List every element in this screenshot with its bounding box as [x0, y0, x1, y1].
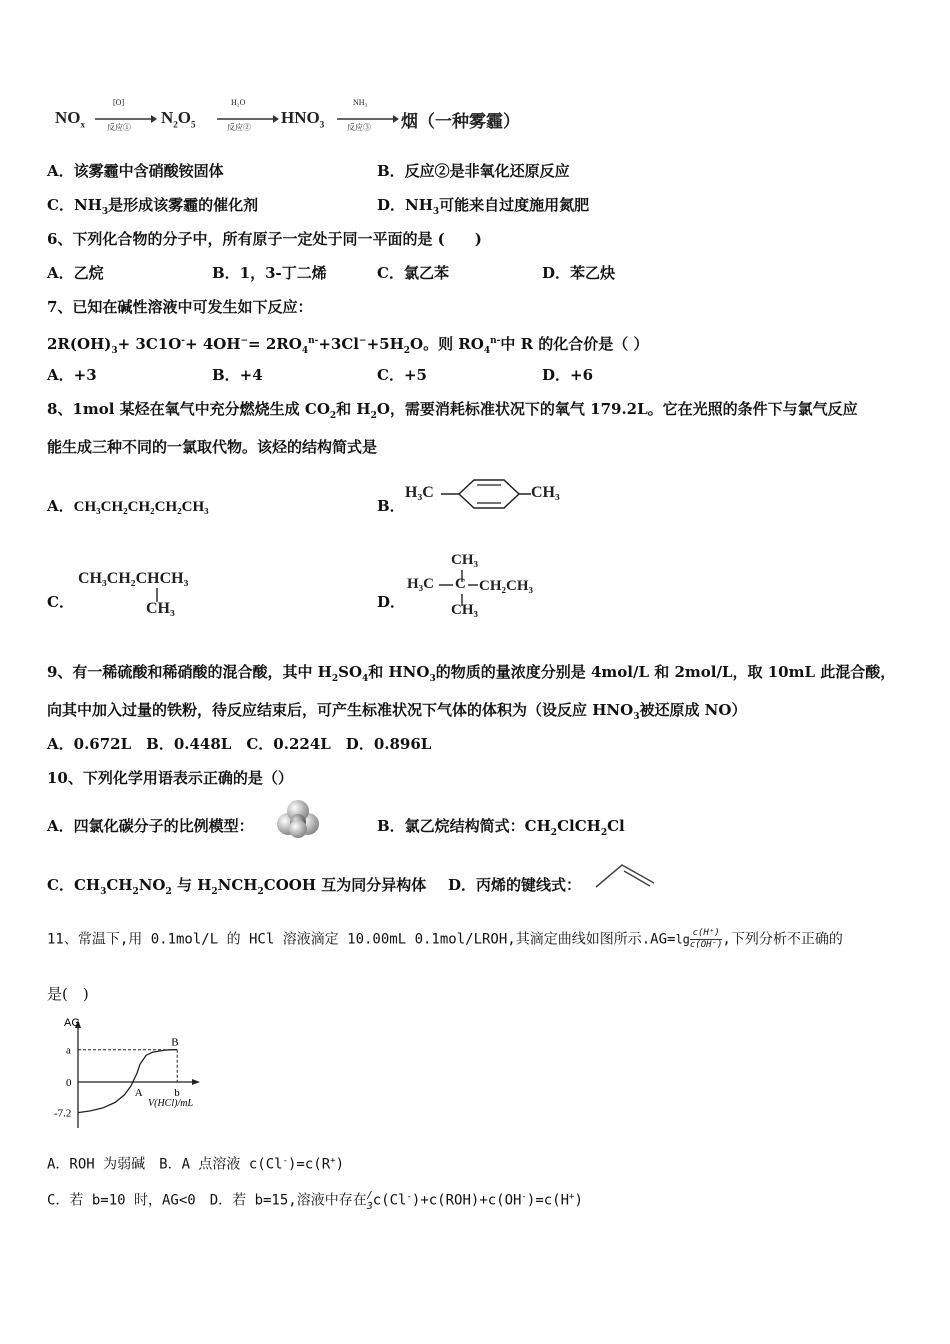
right-bond: [467, 582, 479, 588]
q5-option-c: C．$NH_3$是形成该雾霾的催化剂: [47, 196, 259, 217]
left-methyl: H₃C: [407, 576, 434, 592]
y-tick-a: a: [66, 1044, 71, 1057]
quaternary-carbon: C: [455, 576, 466, 592]
q8-option-d-structure: [407, 552, 557, 624]
q5-option-b: B．反应②是非氧化还原反应: [377, 162, 570, 180]
q7-equation: $2R(OH)_3+ 3C1O^-+ 4OH^-= 2RO_4^{n-}+3Cl^-+5H_2O$。则 $RO_4^{n-}$中 R 的化合价是（ ）: [47, 335, 649, 356]
titration-curve-chart: [48, 1012, 218, 1140]
q7-option-a: A．+3: [47, 366, 97, 384]
q8-option-c-label: C．: [47, 593, 74, 611]
q6-option-c: C．氯乙苯: [377, 264, 449, 282]
point-A-label: A: [134, 1087, 143, 1099]
q11-options-cd: C．若 b=10 时，AG<0 D．若 b=15,溶液中存在 / 3 c(Cl-)+c(ROH)+c(OH-)=c(H+): [47, 1189, 583, 1212]
q8-option-d-label: D．: [377, 593, 406, 611]
arrow-3-bottom-label: 反应③: [347, 123, 371, 132]
top-methyl: CH₃: [451, 552, 478, 568]
reaction-scheme: [55, 98, 535, 138]
q8-option-c-structure: [78, 568, 228, 624]
methyl-left: H₃C: [405, 484, 434, 501]
q9-stem-line2: 向其中加入过量的铁粉，待反应结束后，可产生标准状况下气体的体积为（设反应 $HNO_3$被还原成 NO）: [47, 701, 747, 722]
x-tick-b: b: [174, 1087, 180, 1099]
q6-option-d: D．苯乙炔: [542, 264, 616, 282]
q10-stem: 10、下列化学用语表示正确的是（）: [47, 769, 293, 787]
q10-option-b: B．氯乙烷结构简式：$CH_2ClCH_2Cl$: [377, 817, 625, 838]
arrow-2-top-label: H₂O: [231, 98, 246, 107]
arrow-1-top-label: [O]: [113, 98, 125, 107]
q8-stem-line2: 能生成三种不同的一氯取代物。该烃的结构简式是: [47, 438, 378, 456]
bottom-methyl: CH₃: [451, 602, 478, 618]
q11-stem-line1: 11、常温下,用 0.1mol/L 的 HCl 溶液滴定 10.00mL 0.1mol/LROH,其滴定曲线如图所示.AG=lg $\frac{c(H^+)}{c(OH^-)}$ ,下列分析不正确的: [47, 928, 843, 950]
q10-option-c: C．$CH_3CH_2NO_2$ 与 $H_2NCH_2COOH$ 互为同分异构体: [47, 876, 427, 897]
q8-option-b-label: B．: [377, 497, 405, 515]
q11-stem-line2: 是( ): [47, 985, 89, 1003]
ccl4-space-filling-model-icon: [274, 800, 322, 838]
point-B-label: B: [171, 1036, 179, 1049]
y-axis-label: AG: [64, 1017, 80, 1029]
q7-option-b: B．+4: [212, 366, 263, 384]
q9-stem-line1: 9、有一稀硫酸和稀硝酸的混合酸，其中 $H_2SO_4$和 $HNO_3$的物质的量浓度分别是 4mol/L 和 2mol/L，取 10mL 此混合酸，: [47, 663, 896, 684]
y-tick-0: 0: [66, 1077, 72, 1089]
q5-option-d: D．$NH_3$可能来自过度施用氮肥: [377, 196, 590, 217]
arrow-3-top-label: NH₃: [353, 98, 368, 107]
x-axis-arrow: [192, 1079, 200, 1085]
q8-stem-line1: 8、1mol 某烃在氧气中充分燃烧生成 $CO_2$和 $H_2O$，需要消耗标准状况下的氧气 179.2L。它在光照的条件下与氯气反应: [47, 400, 858, 421]
benzene-ring-icon: [441, 476, 541, 520]
y-tick-neg: -7.2: [54, 1107, 72, 1120]
scheme-species-1: $NO_x$: [55, 108, 85, 130]
scheme-species-3: $HNO_3$: [281, 108, 325, 130]
propene-skeletal-formula-icon: [592, 860, 662, 892]
scheme-species-4: 烟（一种雾霾）: [401, 112, 520, 131]
q10-option-a: A．四氯化碳分子的比例模型：: [47, 817, 254, 835]
q7-option-d: D．+6: [542, 366, 594, 384]
q6-option-b: B．1，3-丁二烯: [212, 264, 327, 282]
q6-option-a: A．乙烷: [47, 264, 104, 282]
q11-options-ab: A．ROH 为弱碱 B．A 点溶液 c(Cl-)=c(R+): [47, 1156, 345, 1173]
scheme-species-2: $N_2O_5$: [161, 108, 196, 130]
q8-option-a: A．CH₃CH₂CH₂CH₂CH₃: [47, 497, 209, 515]
q6-stem: 6、下列化合物的分子中，所有原子一定处于同一平面的是 ( ): [47, 230, 482, 248]
q7-stem: 7、已知在碱性溶液中可发生如下反应：: [47, 298, 313, 316]
main-chain: CH₃CH₂CHCH₃: [78, 570, 189, 587]
q9-options: A．0.672L B．0.448L C．0.224L D．0.896L: [47, 735, 432, 753]
q10-option-d: D．丙烯的键线式：: [448, 876, 582, 894]
branch-methyl: CH₃: [146, 600, 175, 617]
q8-option-b-structure: [405, 476, 575, 520]
q7-option-c: C．+5: [377, 366, 427, 384]
arrow-1-bottom-label: 反应①: [107, 123, 131, 132]
right-ethyl: CH₂CH₃: [479, 578, 533, 594]
arrow-2-bottom-label: 反应②: [227, 123, 251, 132]
methyl-right: CH₃: [531, 484, 560, 501]
x-axis-label: V(HCl)/mL: [148, 1098, 193, 1109]
left-bond: [438, 582, 454, 588]
q5-option-a: A．该雾霾中含硝酸铵固体: [47, 162, 224, 180]
